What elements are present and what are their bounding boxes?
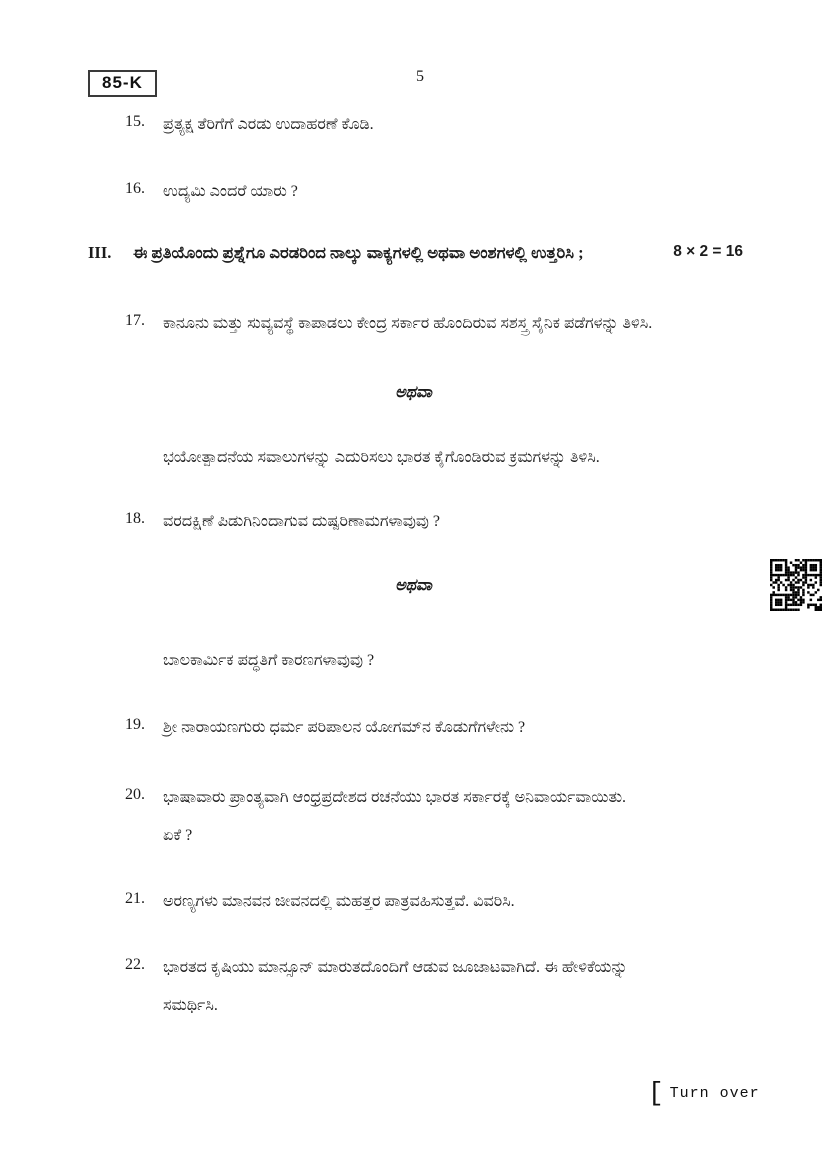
question-number: 17.: [125, 312, 145, 329]
section-instruction: ಈ ಪ್ರತಿಯೊಂದು ಪ್ರಶ್ನೆಗೂ ಎರಡರಿಂದ ನಾಲ್ಕು ವಾಕ್ಯಗಳಲ್ಲಿ ಅಥವಾ ಅಂಶಗಳಲ್ಲಿ ಉತ್ತರಿಸಿ ;: [133, 243, 584, 262]
question-number: 16.: [125, 180, 145, 197]
question-row-18: [125, 510, 750, 534]
turn-over-note: [648, 1080, 760, 1106]
question-text-line1: ಭಾರತದ ಕೃಷಿಯು ಮಾನ್ಸೂನ್ ಮಾರುತದೊಂದಿಗೆ ಆಡುವ ಜೂಜಾಟವಾಗಿದೆ. ಈ ಹೇಳಿಕೆಯನ್ನು: [163, 959, 628, 976]
question-text-line2: ಸಮರ್ಥಿಸಿ.: [163, 997, 218, 1014]
paper-code: 85-K: [102, 73, 143, 92]
paper-code-box: [88, 70, 157, 97]
section-numeral: III.: [88, 243, 112, 262]
section-heading: [88, 243, 743, 263]
question-alt-text-17: ಭಯೋತ್ಪಾದನೆಯ ಸವಾಲುಗಳನ್ನು ಎದುರಿಸಲು ಭಾರತ ಕೈಗೊಂಡಿರುವ ಕ್ರಮಗಳನ್ನು ತಿಳಿಸಿ.: [163, 449, 600, 466]
question-text-line2: ಏಕೆ ?: [163, 827, 193, 844]
question-alt-text-18: ಬಾಲಕಾರ್ಮಿಕ ಪದ್ಧತಿಗೆ ಕಾರಣಗಳಾವುವು ?: [163, 652, 375, 669]
page-number: 5: [416, 68, 424, 85]
question-row-21: [125, 890, 750, 914]
question-row-15: [125, 113, 750, 137]
question-text: [163, 956, 749, 1018]
question-number: 15.: [125, 113, 145, 130]
or-separator: ಅಥವಾ: [395, 577, 432, 594]
turn-over-label: Turn over: [669, 1085, 760, 1102]
question-text: ಉದ್ಯಮಿ ಎಂದರೆ ಯಾರು ?: [163, 183, 298, 200]
section-marks: 8 × 2 = 16: [673, 243, 743, 260]
question-text: ಅರಣ್ಯಗಳು ಮಾನವನ ಜೀವನದಲ್ಲಿ ಮಹತ್ತರ ಪಾತ್ರವಹಿಸುತ್ತವೆ. ವಿವರಿಸಿ.: [163, 893, 515, 910]
question-number: 18.: [125, 510, 145, 527]
question-number: 22.: [125, 956, 145, 973]
question-row-17: [125, 312, 750, 336]
question-text: ವರದಕ್ಷಿಣೆ ಪಿಡುಗಿನಿಂದಾಗುವ ದುಷ್ಪರಿಣಾಮಗಳಾವುವು ?: [163, 513, 440, 530]
or-separator: ಅಥವಾ: [395, 384, 432, 401]
question-row-19: [125, 716, 750, 740]
turn-over-bracket: [: [648, 1078, 664, 1108]
question-text: [163, 786, 749, 848]
question-number: 20.: [125, 786, 145, 803]
question-row-22: [125, 956, 750, 1018]
question-text-line1: ಭಾಷಾವಾರು ಪ್ರಾಂತ್ಯವಾಗಿ ಆಂಧ್ರಪ್ರದೇಶದ ರಚನೆಯು ಭಾರತ ಸರ್ಕಾರಕ್ಕೆ ಅನಿವಾರ್ಯವಾಯಿತು.: [163, 789, 627, 806]
question-number: 19.: [125, 716, 145, 733]
question-row-20: [125, 786, 750, 848]
question-text: ಕಾನೂನು ಮತ್ತು ಸುವ್ಯವಸ್ಥೆ ಕಾಪಾಡಲು ಕೇಂದ್ರ ಸರ್ಕಾರ ಹೊಂದಿರುವ ಸಶಸ್ತ್ರ ಸೈನಿಕ ಪಡೆಗಳನ್ನು ತಿಳಿಸಿ.: [163, 315, 653, 332]
question-row-16: [125, 180, 750, 204]
question-text: ಶ್ರೀ ನಾರಾಯಣಗುರು ಧರ್ಮ ಪರಿಪಾಲನ ಯೋಗಮ್‌ನ ಕೊಡುಗೆಗಳೇನು ?: [163, 719, 526, 736]
question-text: ಪ್ರತ್ಯಕ್ಷ ತೆರಿಗೆಗೆ ಎರಡು ಉದಾಹರಣೆ ಕೊಡಿ.: [163, 116, 374, 133]
question-number: 21.: [125, 890, 145, 907]
